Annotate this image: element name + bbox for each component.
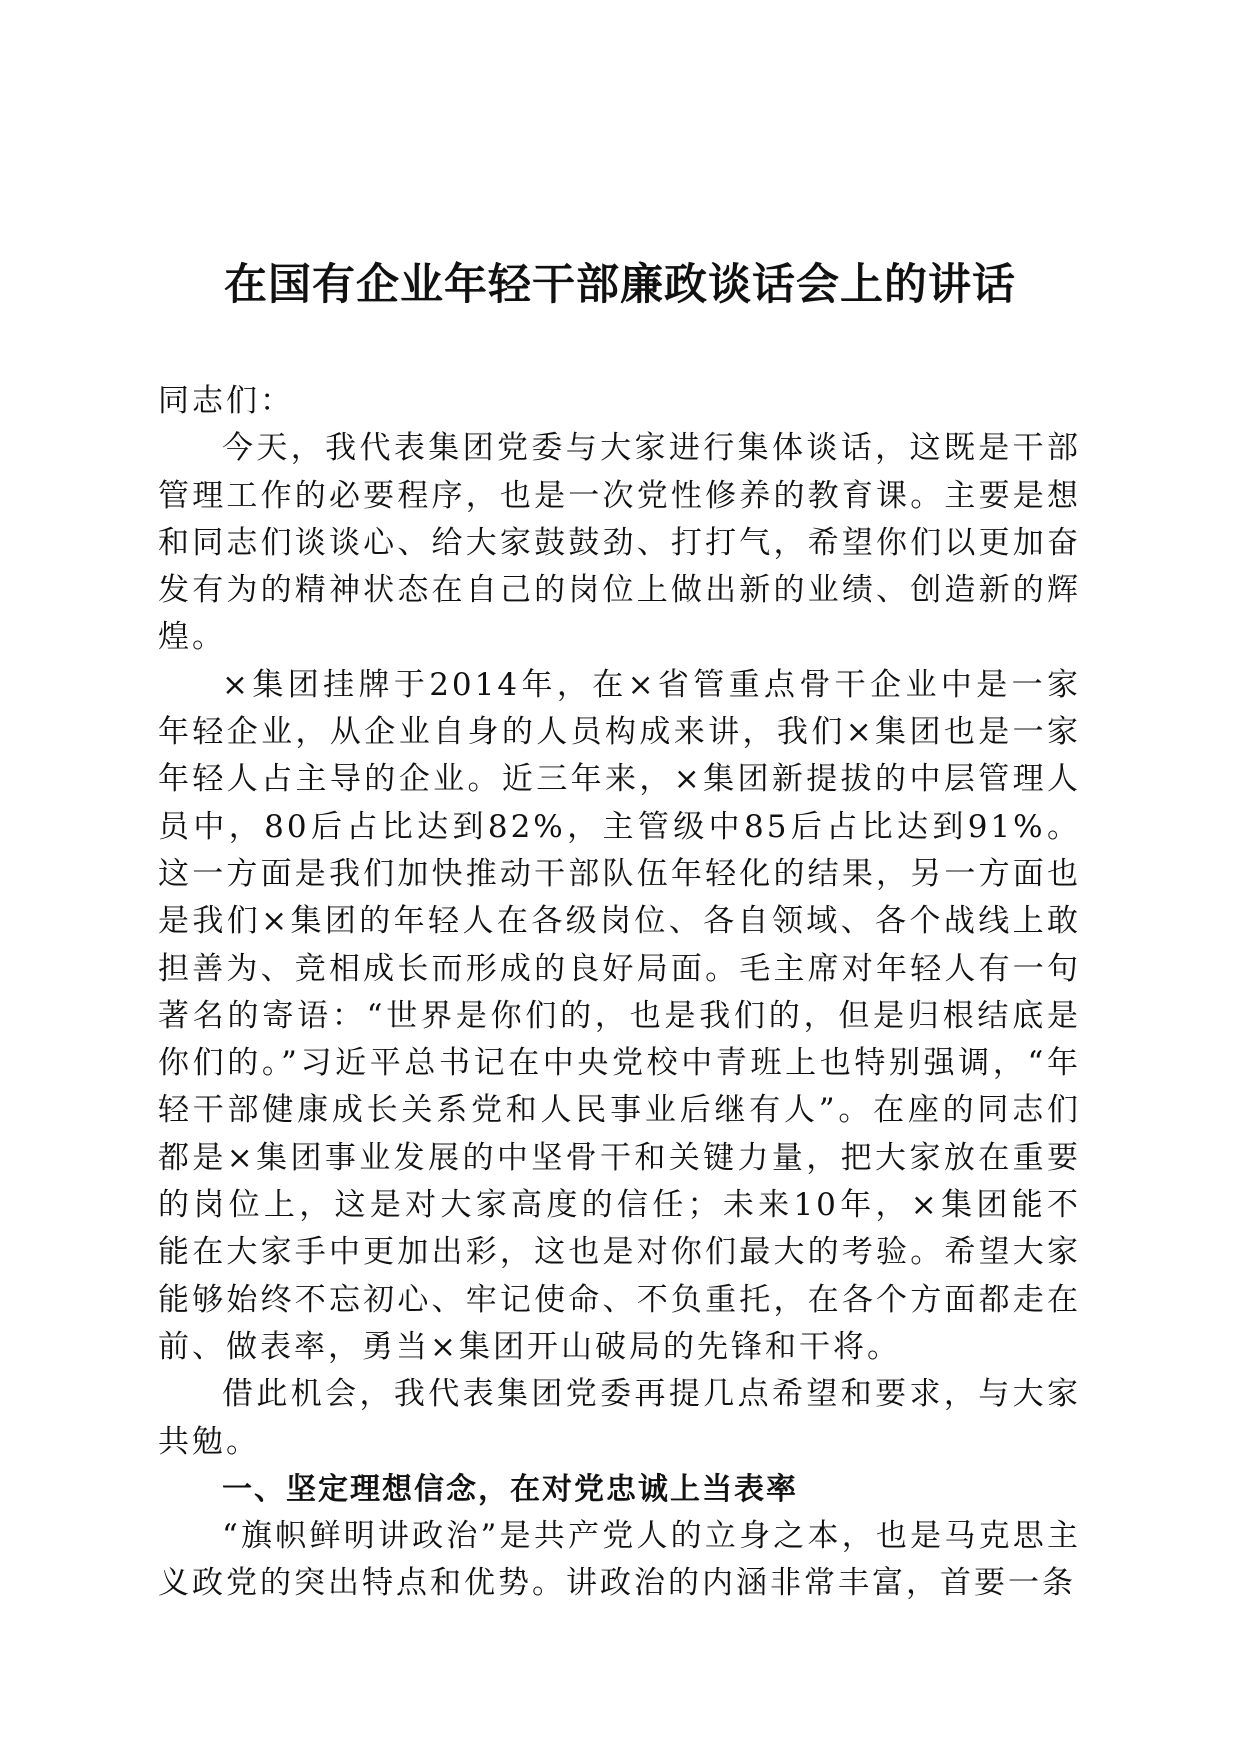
section-paragraph: “旗帜鲜明讲政治”是共产党人的立身之本，也是马克思主义政党的突出特点和优势。讲政治的内涵非常丰富，首要一条 — [158, 1518, 1081, 1602]
paragraph-transition: 借此机会，我代表集团党委再提几点希望和要求，与大家共勉。 — [158, 1376, 1081, 1460]
paragraph-opening: 今天，我代表集团党委与大家进行集体谈话，这既是干部管理工作的必要程序，也是一次党性修养的教育课。主要是想和同志们谈谈心、给大家鼓鼓劲、打打气，希望你们以更加奋发有为的精神状态在自己的岗位上做出新的业绩、创造新的辉煌。 — [158, 430, 1081, 656]
paragraph-group-intro: ×集团挂牌于2014年，在×省管重点骨干企业中是一家年轻企业，从企业自身的人员构成来讲，我们×集团也是一家年轻人占主导的企业。近三年来，×集团新提拔的中层管理人员中，80后占比达到82%，主管级中85后占比达到91%。这一方面是我们加快推动干部队伍年轻化的结果，另一方面也是我们×集团的年轻人在各级岗位、各自领域、各个战线上敢担善为、竞相成长而形成的良好局面。毛主席对年轻人有一句著名的寄语：“世界是你们的，也是我们的，但是归根结底是你们的。”习近平总书记在中央党校中青班上也特别强调，“年轻干部健康成长关系党和人民事业后继有人”。在座的同志们都是×集团事业发展的中坚骨干和关键力量，把大家放在重要的岗位上，这是对大家高度的信任；未来10年，×集团能不能在大家手中更加出彩，这也是对你们最大的考验。希望大家能够始终不忘初心、牢记使命、不负重托，在各个方面都走在前、做表率，勇当×集团开山破局的先锋和干将。 — [158, 666, 1081, 1365]
document-body — [158, 378, 1081, 1608]
salutation: 同志们： — [158, 383, 294, 419]
document-title: 在国有企业年轻干部廉政谈话会上的讲话 — [224, 260, 1016, 310]
section-heading: 一、坚定理想信念，在对党忠诚上当表率 — [222, 1471, 798, 1507]
